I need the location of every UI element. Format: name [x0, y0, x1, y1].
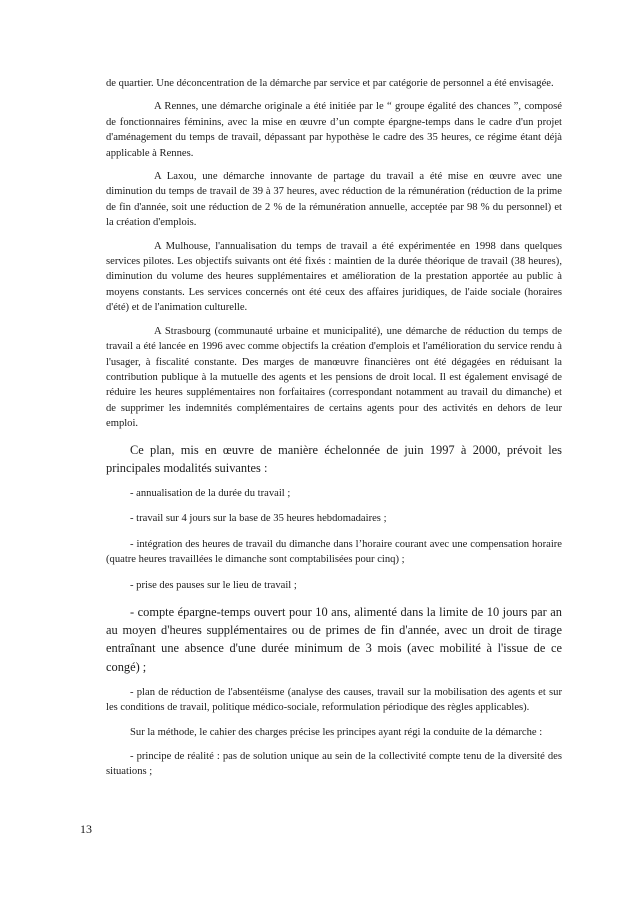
- list-item-breaks: - prise des pauses sur le lieu de travail ;: [130, 579, 297, 591]
- list-item-absenteeism: - plan de réduction de l'absentéisme (analyse des causes, travail sur la mobilisation des agents et sur les conditions de travail, politique médico-sociale, reformulation périodique des règles applicables).: [106, 686, 562, 714]
- paragraph-methode: Sur la méthode, le cahier des charges précise les principes ayant régi la conduite de la démarche :: [130, 726, 543, 738]
- list-item-time-savings-account: - compte épargne-temps ouvert pour 10 ans, alimenté dans la limite de 10 jours par an au moyen d'heures supplémentaires ou de primes de fin d'année, avec un droit de tirage entraînant une absence d'une durée minimum de 3 mois (avec mobilité à l'issue de ce congé) ;: [106, 604, 562, 674]
- paragraph-laxou: A Laxou, une démarche innovante de partage du travail a été mise en œuvre avec une diminution du temps de travail de 39 à 37 heures, avec réduction de la rémunération (réduction de la prime de fin d'année, soit une réduction de 2 % de la rémunération annuelle, acceptée par 98 % du personnel) et la création d'emplois.: [106, 171, 562, 229]
- list-item-reality-principle: - principe de réalité : pas de solution unique au sein de la collectivité compte tenu de la diversité des situations ;: [106, 751, 562, 778]
- paragraph-rennes: A Rennes, une démarche originale a été initiée par le “ groupe égalité des chances ”, composé de fonctionnaires féminins, avec la mise en œuvre d’un compte épargne-temps dans le cadre d'un projet d'aménagement du temps de travail, dépassant par hypothèse le cadre des 35 heures, ce régime étant déjà applicable à Rennes.: [106, 101, 562, 159]
- page-body: [106, 76, 562, 780]
- paragraph-mulhouse: A Mulhouse, l'annualisation du temps de travail a été expérimentée en 1998 dans quelques services pilotes. Les objectifs suivants ont été fixés : maintien de la durée théorique de travail (38 heures), diminution du volume des heures supplémentaires et amélioration de la prestation apportée au public à moyens constants. Les services concernés ont été ceux des affaires juridiques, de l'aide sociale (horaires d'été) et de l'animation culturelle.: [106, 240, 562, 314]
- list-item-four-days: - travail sur 4 jours sur la base de 35 heures hebdomadaires ;: [130, 513, 387, 525]
- paragraph-strasbourg: A Strasbourg (communauté urbaine et municipalité), une démarche de réduction du temps de travail a été lancée en 1996 avec comme objectifs la création d'emplois et l'amélioration du service rendu à l'usager, à fiscalité constante. Des marges de manœuvre financières ont été dégagées en réduisant la contribution publique à la mutuelle des agents et les pensions de droit local. Il est également envisagé de réduire les heures supplémentaires non forfaitaires (correspondant notamment au travail du dimanche) et de supprimer les indemnités complémentaires de certains agents pour des activités en dehors de leur emploi.: [106, 325, 562, 430]
- list-item-sunday-hours: - intégration des heures de travail du dimanche dans l’horaire courant avec une compensation horaire (quatre heures travaillées le dimanche sont comptabilisées pour cinq) ;: [106, 538, 562, 566]
- paragraph-continuation: de quartier. Une déconcentration de la démarche par service et par catégorie de personnel a été envisagée.: [106, 78, 554, 89]
- paragraph-plan-intro: Ce plan, mis en œuvre de manière échelonnée de juin 1997 à 2000, prévoit les principales modalités suivantes :: [106, 442, 562, 475]
- list-item-annualisation: - annualisation de la durée du travail ;: [130, 487, 291, 499]
- page-number: 13: [80, 822, 92, 836]
